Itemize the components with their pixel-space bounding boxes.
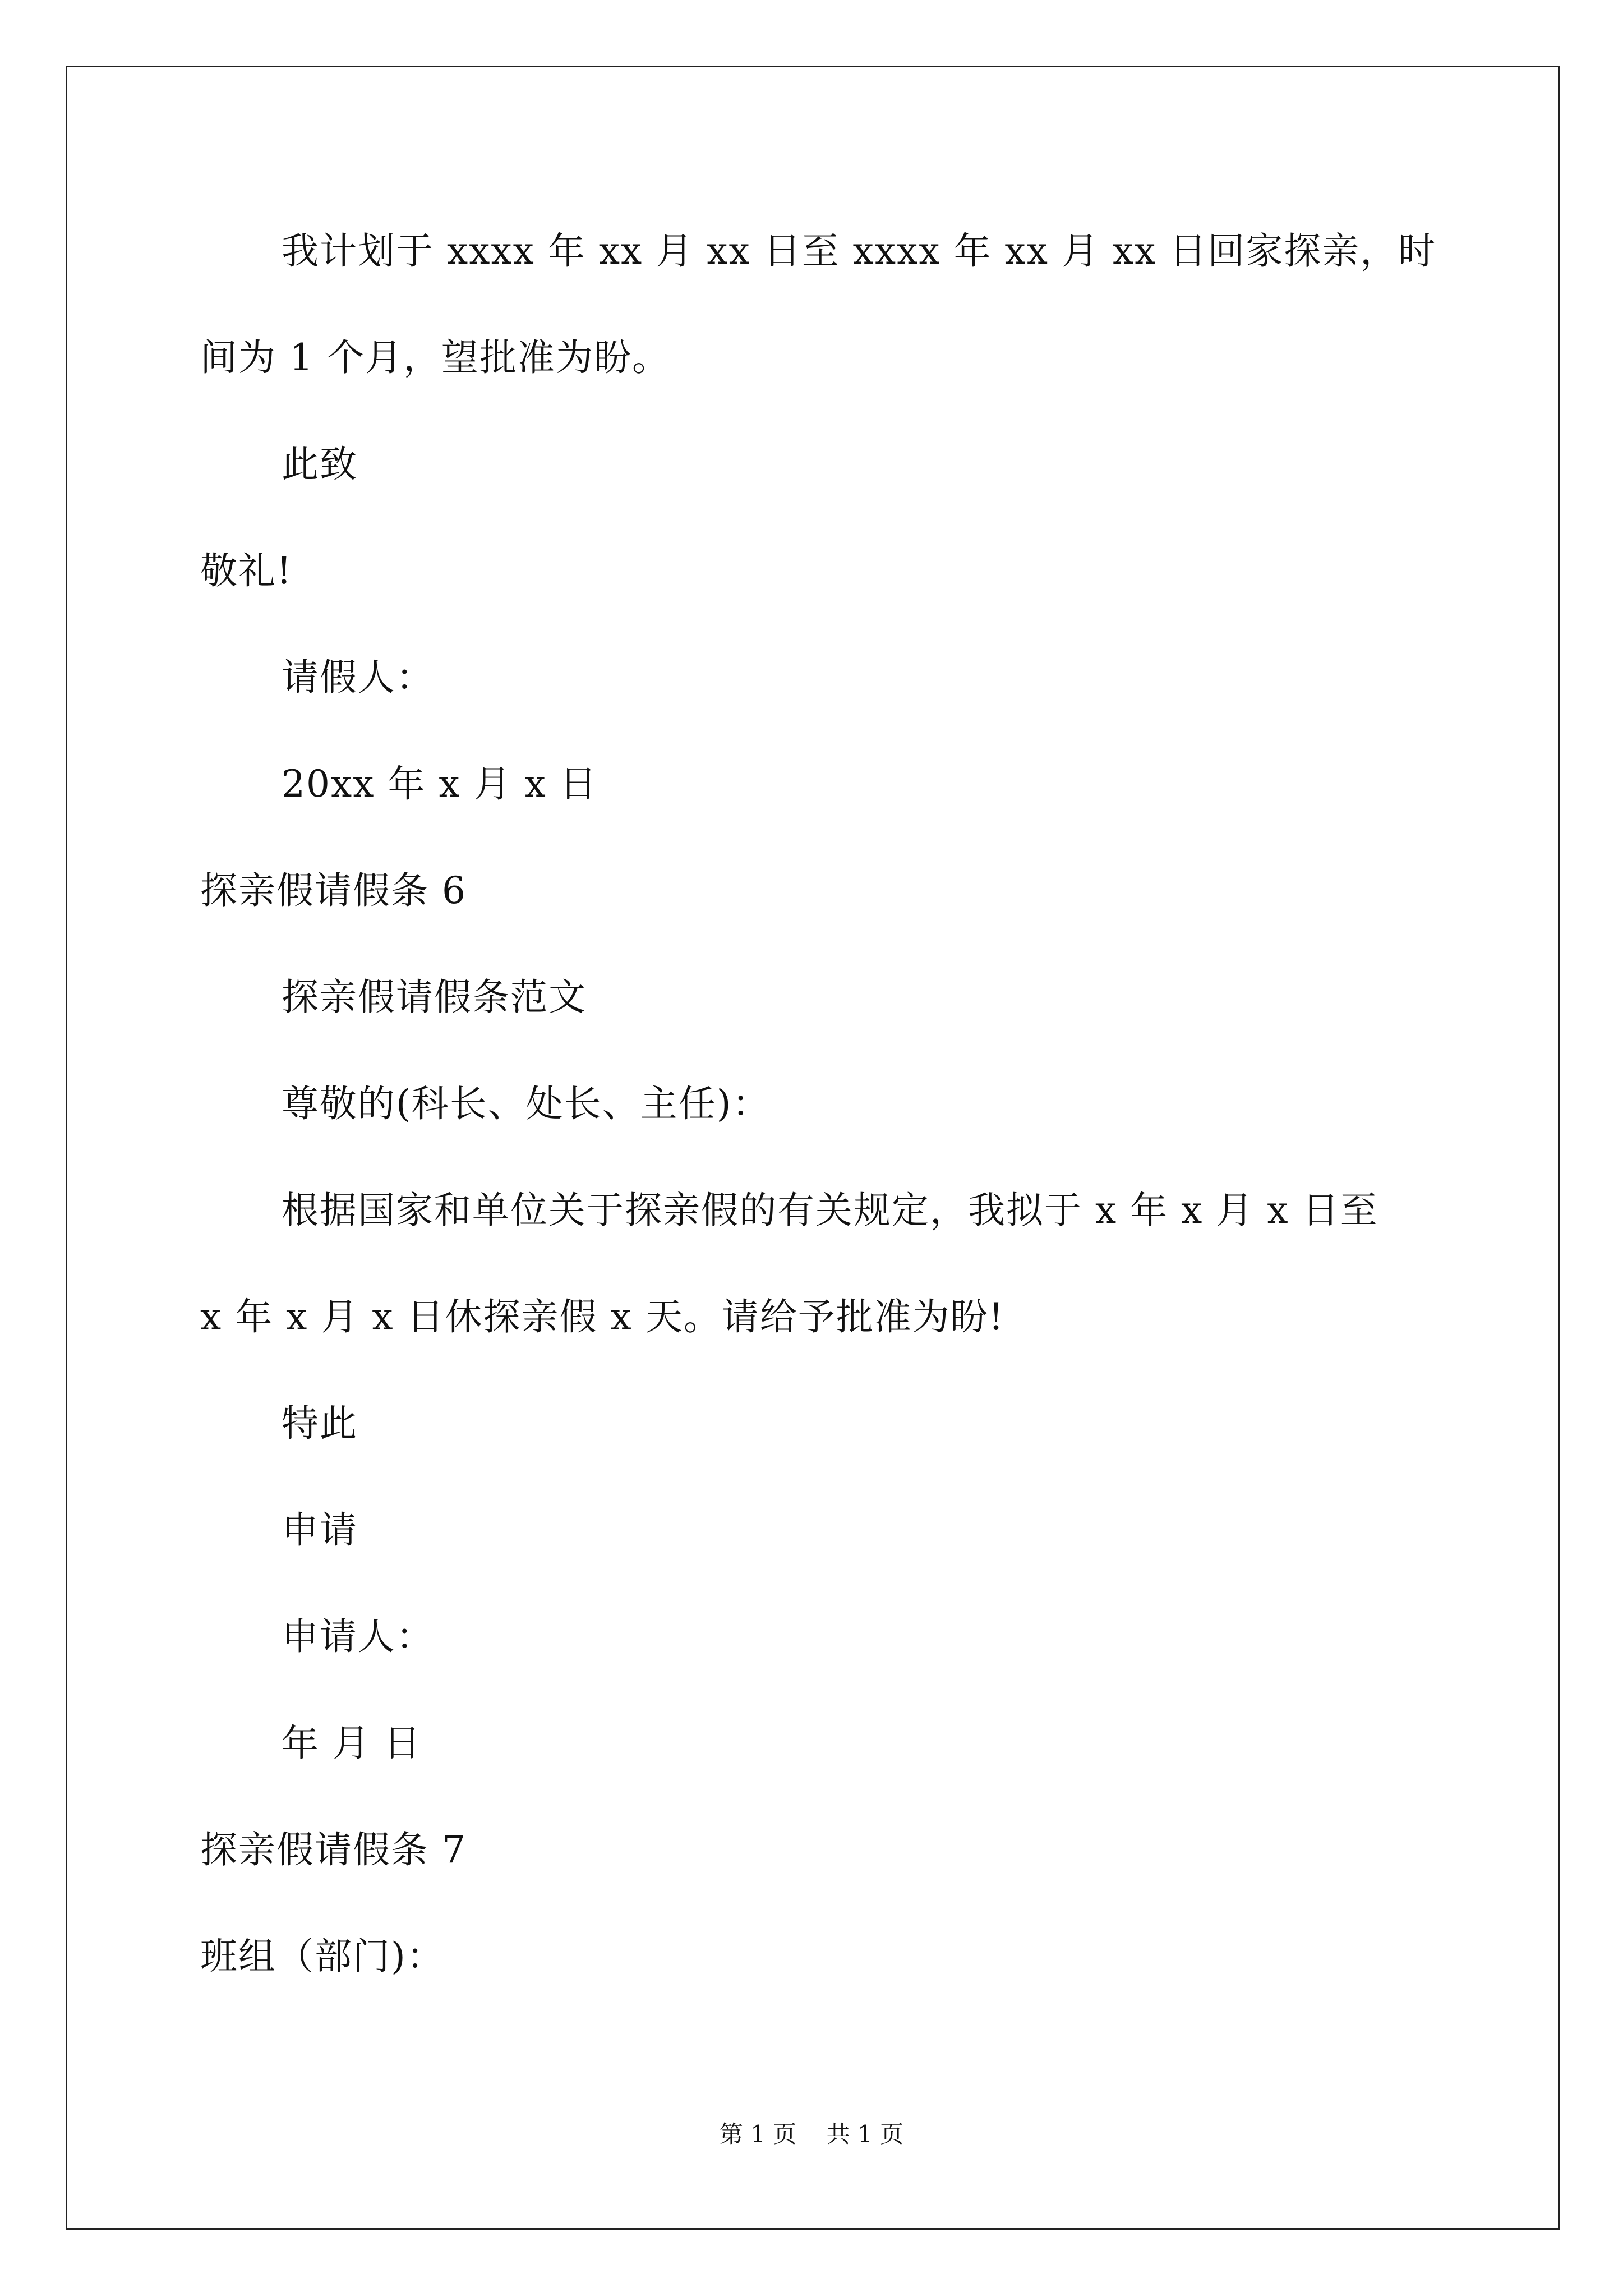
paragraph-line: 根据国家和单位关于探亲假的有关规定，我拟于 x 年 x 月 x 日至	[282, 1189, 1378, 1232]
salutation-line: 尊敬的(科长、处长、主任)：	[282, 1082, 771, 1125]
date-line: 20xx 年 x 月 x 日	[282, 762, 598, 806]
page-footer: 第 1 页 共 1 页	[719, 2120, 904, 2148]
paragraph-line: 我计划于 xxxx 年 xx 月 xx 日至 xxxx 年 xx 月 xx 日回家探亲，时	[282, 229, 1437, 273]
signature-label: 申请人：	[282, 1615, 434, 1658]
paragraph-line: 间为 1 个月，望批准为盼。	[200, 336, 670, 379]
paragraph-line: x 年 x 月 x 日休探亲假 x 天。请给予批准为盼!	[200, 1295, 1005, 1338]
signature-label: 请假人：	[282, 656, 434, 699]
page-border	[66, 66, 1560, 2230]
closing-line: 特此	[282, 1402, 358, 1445]
closing-line: 敬礼!	[200, 549, 293, 592]
closing-line: 申请	[282, 1508, 358, 1552]
section-heading: 探亲假请假条 6	[200, 869, 467, 912]
section-heading: 探亲假请假条 7	[200, 1828, 467, 1871]
closing-line: 此致	[282, 443, 358, 486]
field-label: 班组（部门)：	[200, 1935, 445, 1978]
section-title: 探亲假请假条范文	[282, 976, 587, 1019]
date-line: 年 月 日	[282, 1722, 422, 1765]
